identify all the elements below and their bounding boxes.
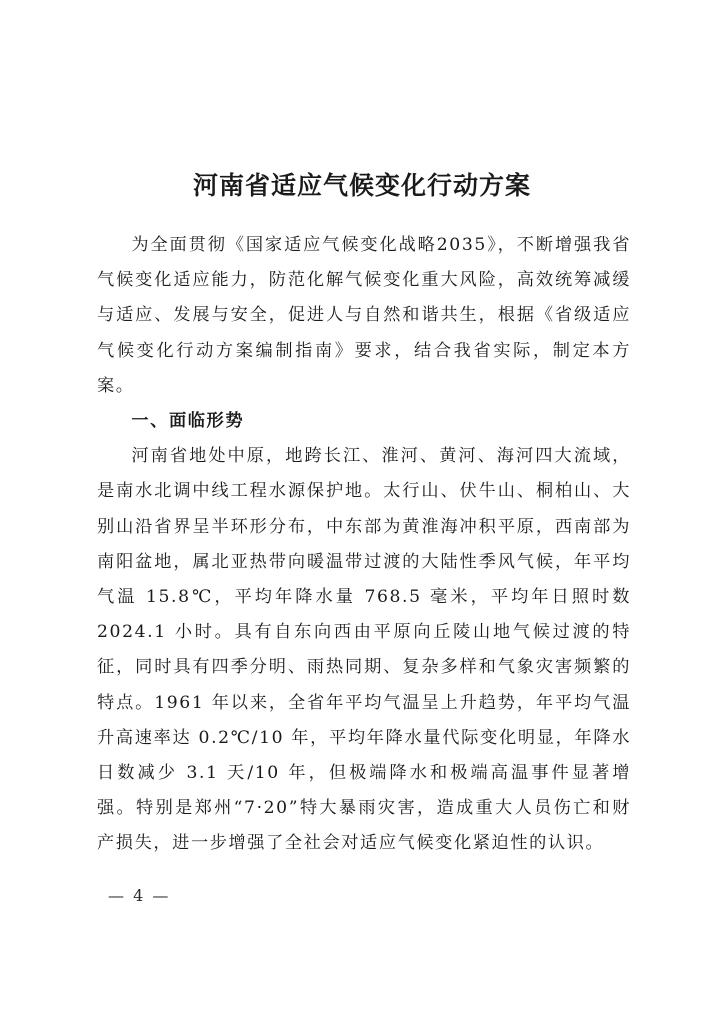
document-body	[97, 228, 631, 862]
intro-paragraph: 为全面贯彻《国家适应气候变化战略2035》，不断增强我省气候变化适应能力，防范化解气候变化重大风险，高效统筹减缓与适应、发展与安全，促进人与自然和谐共生，根据《省级适应气候变化行动方案编制指南》要求，结合我省实际，制定本方案。	[97, 235, 631, 396]
section-heading: 一、面临形势	[131, 411, 245, 432]
page-number: — 4 —	[108, 886, 171, 905]
document-title: 河南省适应气候变化行动方案	[192, 171, 531, 200]
section-paragraph: 河南省地处中原，地跨长江、淮河、黄河、海河四大流域，是南水北调中线工程水源保护地。太行山、伏牛山、桐柏山、大别山沿省界呈半环形分布，中东部为黄淮海冲积平原，西南部为南阳盆地，属北亚热带向暖温带过渡的大陆性季风气候，年平均气温 15.8℃，平均年降水量 768.5 毫米，平均年日照时数2024.1 小时。具有自东向西由平原向丘陵山地气候过渡的特征，同时具有四季分明、雨热同期、复杂多样和气象灾害频繁的特点。1961 年以来，全省年平均气温呈上升趋势，年平均气温升高速率达 0.2℃/10 年，平均年降水量代际变化明显，年降水日数减少 3.1 天/10 年，但极端降水和极端高温事件显著增强。特别是郑州“7·20”特大暴雨灾害，造成重大人员伤亡和财产损失，进一步增强了全社会对适应气候变化紧迫性的认识。	[97, 446, 631, 854]
